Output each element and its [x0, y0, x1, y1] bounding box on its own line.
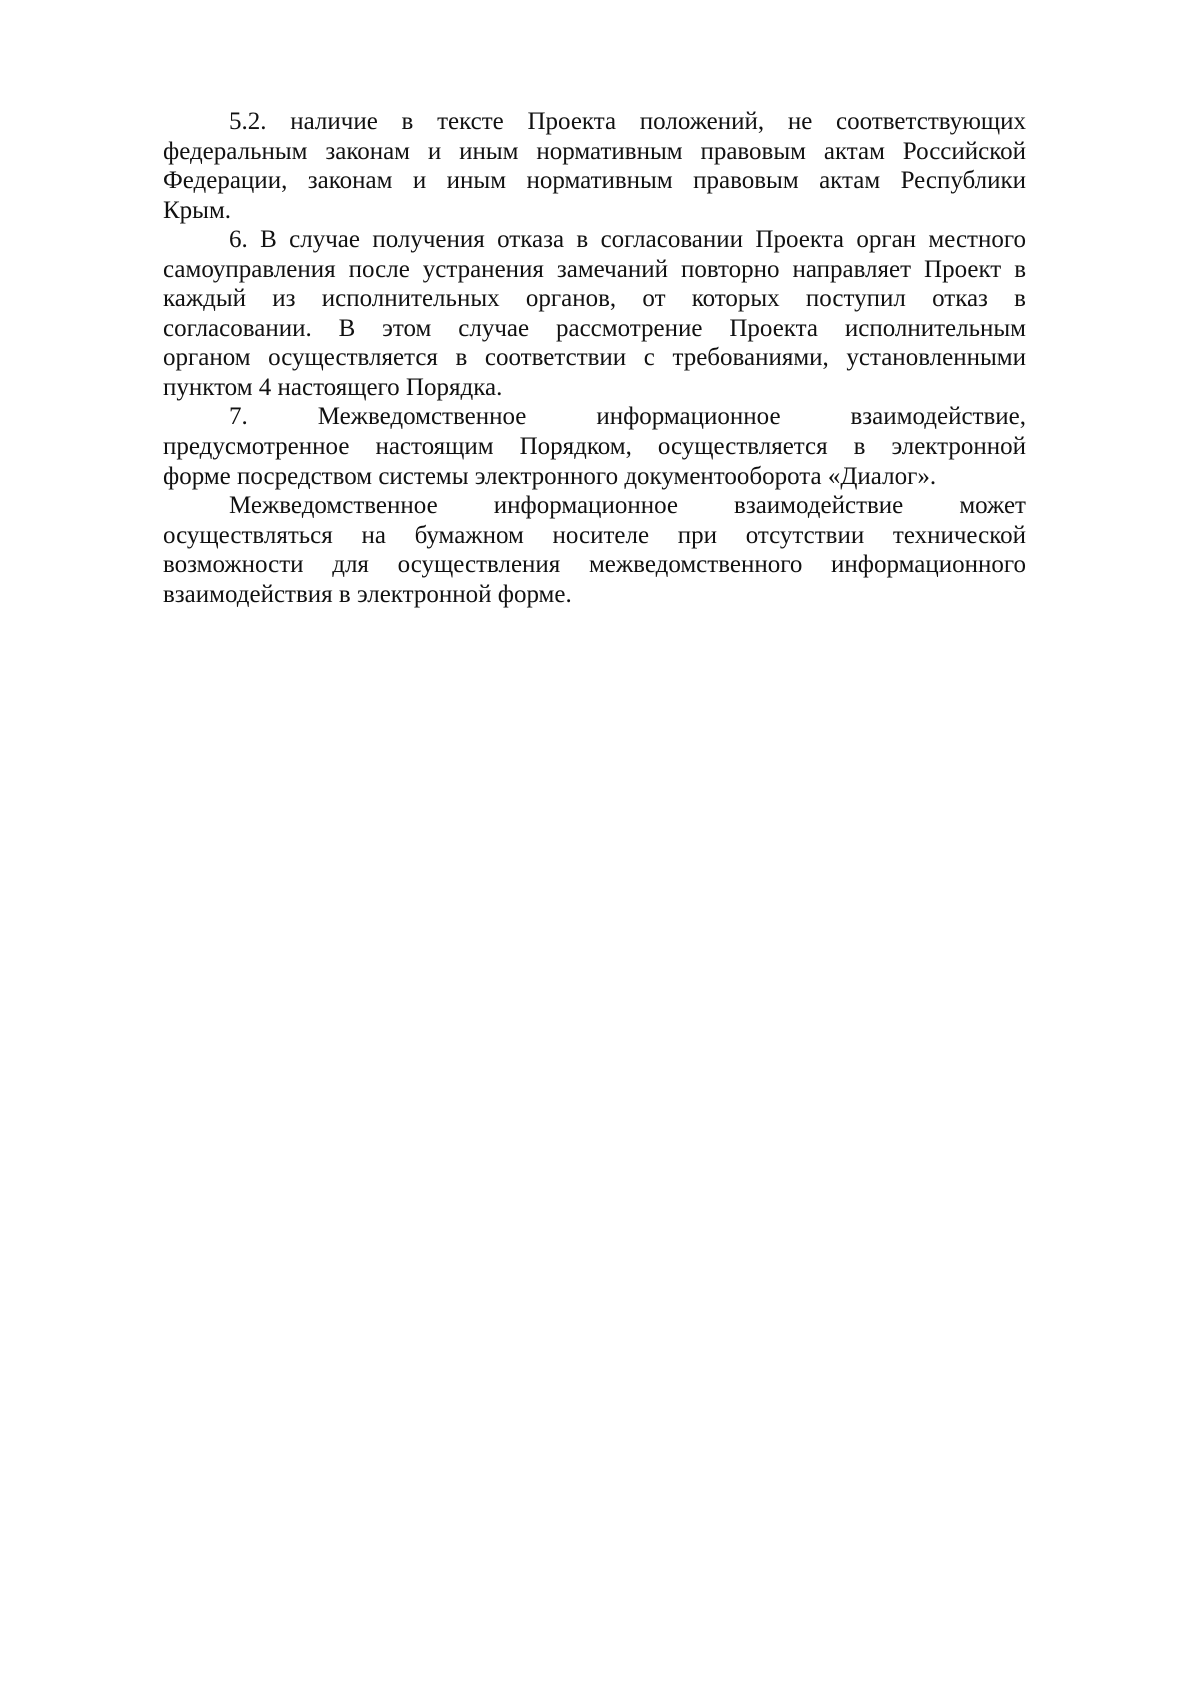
text-line: форме посредством системы электронного документооборота «Диалог». [163, 462, 937, 490]
text-line: взаимодействия в электронной форме. [163, 580, 572, 608]
text-line: пунктом 4 настоящего Порядка. [163, 373, 503, 401]
text-line: самоуправления после устранения замечаний повторно направляет Проект в [163, 255, 1026, 283]
text-line: 6. В случае получения отказа в согласовании Проекта орган местного [229, 226, 1026, 254]
text-line: 7. Межведомственное информационное взаимодействие, [229, 403, 1026, 431]
text-line: 5.2. наличие в тексте Проекта положений, не соответствующих [229, 108, 1026, 135]
text-line: Федерации, законам и иным нормативным правовым актам Республики [163, 167, 1026, 195]
text-line: согласовании. В этом случае рассмотрение Проекта исполнительным [163, 314, 1026, 342]
text-line: каждый из исполнительных органов, от которых поступил отказ в [163, 285, 1026, 313]
paragraph [163, 491, 1026, 609]
text-line: органом осуществляется в соответствии с требованиями, установленными [163, 344, 1026, 372]
text-line: осуществляться на бумажном носителе при отсутствии технической [163, 521, 1026, 549]
text-line: федеральным законам и иным нормативным правовым актам Российской [163, 137, 1026, 165]
text-line: Межведомственное информационное взаимодействие может [229, 492, 1026, 520]
text-line: возможности для осуществления межведомственного информационного [163, 551, 1026, 579]
document-body [163, 107, 1026, 609]
text-line: Крым. [163, 196, 232, 224]
text-line: предусмотренное настоящим Порядком, осуществляется в электронной [163, 433, 1026, 461]
paragraph [163, 402, 1026, 491]
paragraph [163, 225, 1026, 402]
paragraph [163, 107, 1026, 225]
